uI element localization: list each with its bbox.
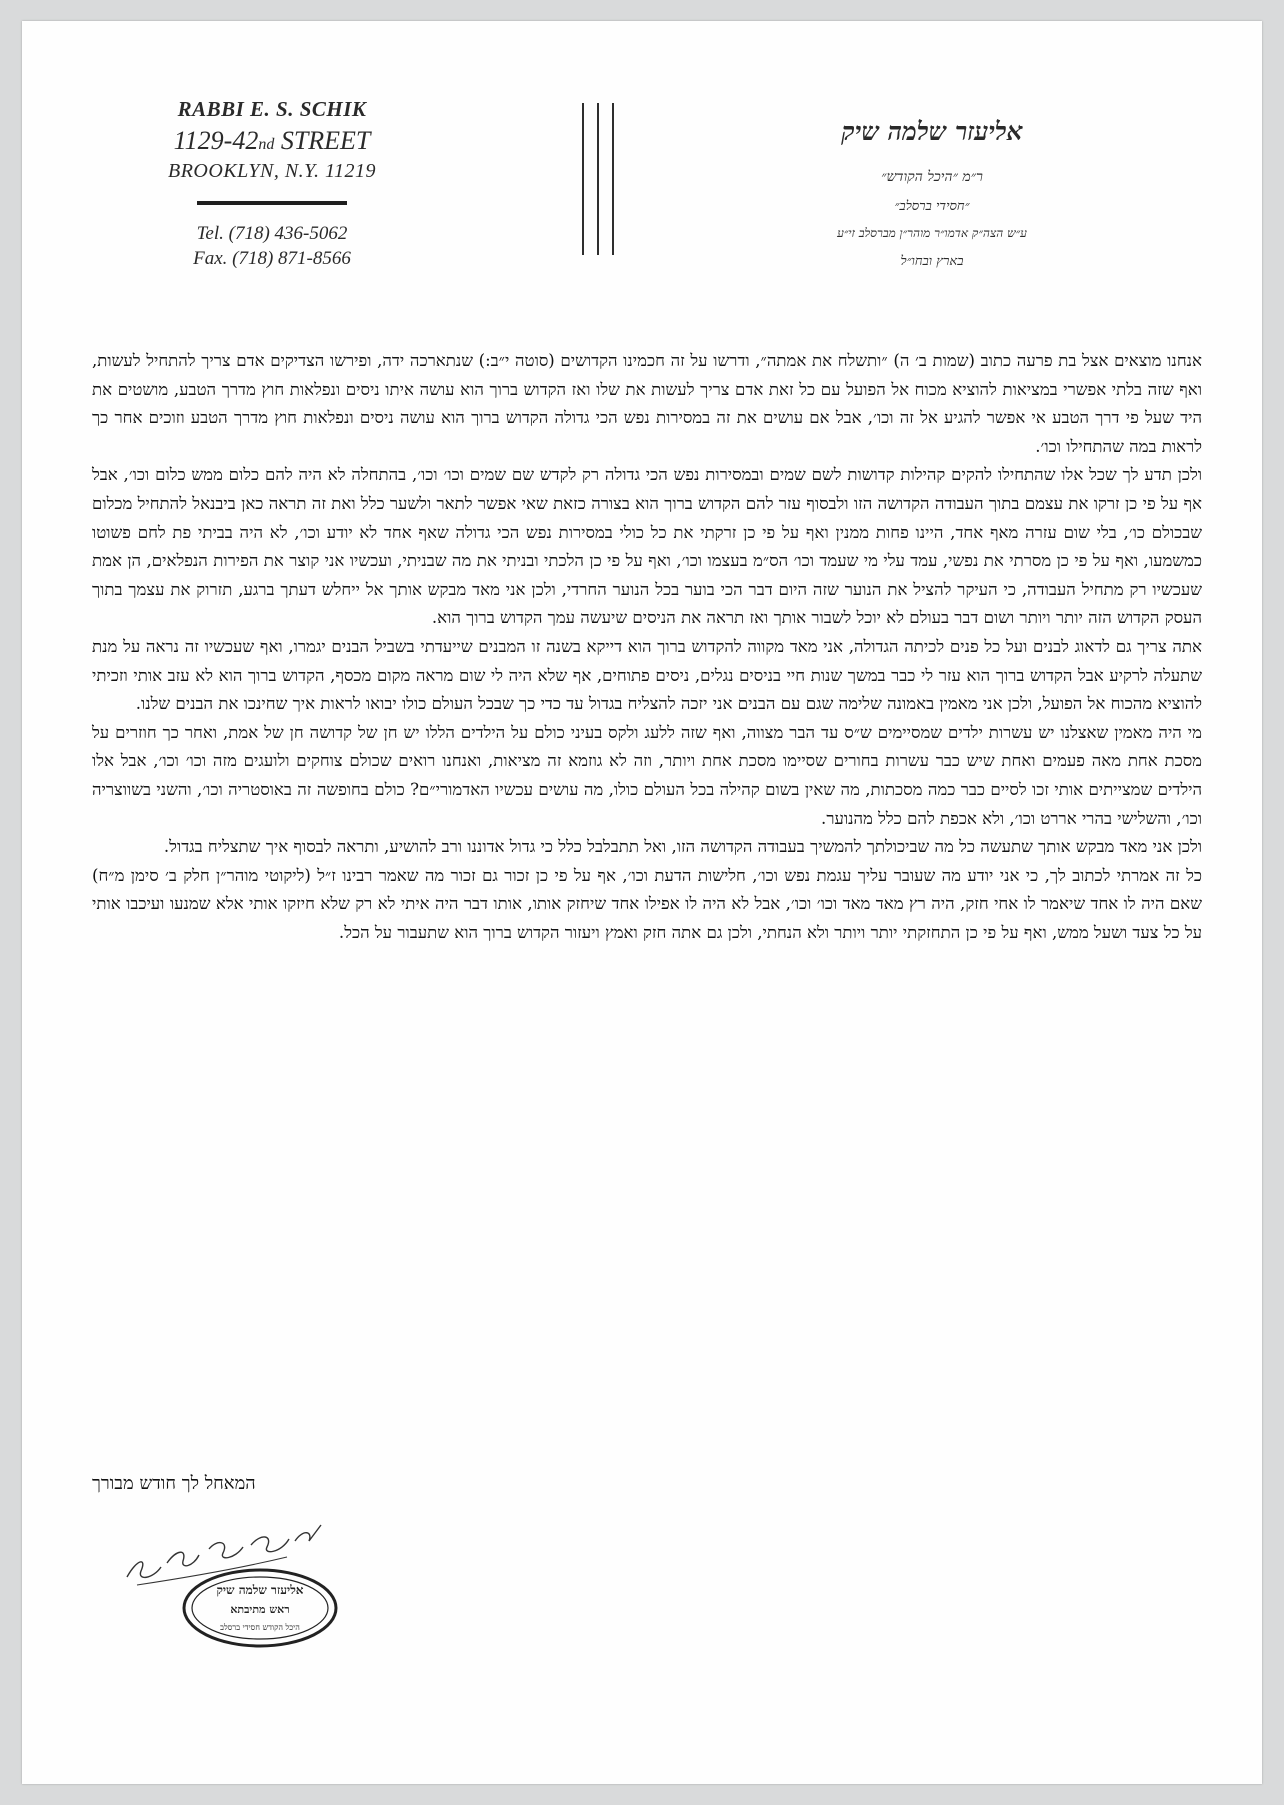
english-city: BROOKLYN, N.Y. 11219 — [168, 160, 376, 182]
street-name: STREET — [280, 126, 371, 155]
english-street-address — [142, 126, 402, 156]
hebrew-title-line: ר״מ ״היכל הקודש״ — [881, 169, 983, 185]
body-paragraph: אתה צריך גם לדאוג לבנים ועל כל פנים לכיתה הגדולה, אני מאד מקווה להקדוש ברוך הוא דייקא בשנה זו המבנים שייעדתי בשביל הבנים יגמרו, ואף שעכשיו זה נראה על מנת שתעלה לרקיע אבל הקדוש ברוך הוא עזר לי כבר במשך שנות חיי בניסים נגלים, ניסים פתוחים, אף שלא היה לי שום מראה מקום מכסף, הקדוש ברוך הוא לא עזב אותי וזכיתי להוציא מהכוח אל הפועל, ולכן אני מאמין באמונה שלימה שגם עם הבנים אני יזכה להצליח בגדול עד כדי כך שבכל העולם כולו יבואו לראות איך שחינכו את הבנים שלנו. — [92, 636, 1202, 714]
closing-text: המאחל לך חודש מבורך — [92, 1473, 256, 1494]
stamp-seal — [180, 1566, 340, 1650]
stamp-institution: היכל הקודש חסידי ברסלב — [220, 1623, 300, 1632]
rabbinic-stamp — [180, 1566, 340, 1650]
body-paragraph: כל זה אמרתי לכתוב לך, כי אני יודע מה שעובר עליך עגמת נפש וכו׳, חלישות הדעת וכו׳, אף על פי כן זכור גם זכור מה שאמר רבינו ז״ל (ליקוטי מוהר״ן חלק ב׳ סימן מ״ח) שאם היה לו אחד שיאמר לו אחי חזק, היה רץ מאד מאד וכו׳ וכו׳, אבל לא היה לו אפילו אחד שיחזק אותו, אותו דבר היה איתי לא רק שלא חיזקו אותי אלא שמנעו ועיכבו אותי על כל צעד ושעל ממש, ואף על פי כן התחזקתי יותר ויותר ולא הנחתי, ולכן גם אתה חזק ואמץ ויעזור הקדוש ברוך הוא שתעבור על הכל. — [92, 865, 1202, 942]
hebrew-letterhead — [782, 117, 1082, 269]
stamp-title: ראש מתיבתא — [230, 1603, 290, 1616]
hebrew-title-line: ״חסידי ברסלב״ — [894, 199, 970, 214]
street-suffix: nd — [258, 136, 275, 153]
letterhead-divider — [197, 201, 347, 205]
english-letterhead — [142, 97, 402, 271]
vertical-rule — [612, 103, 614, 255]
body-paragraph: ולכן תדע לך שכל אלו שהתחילו להקים קהילות קדושות לשם שמים ובמסירות נפש הכי גדולה רק לקדש שם שמים וכו׳ וכו׳, בהתחלה לא היה להם כלום ממש כלום וכו׳, אבל אף על פי כן זרקו את עצמם בתוך העבודה הקדושה הזו ולבסוף עזר להם הקדוש ברוך הוא בצורה כזאת שאי אפשר לתאר ולשער כלל ואת זה תראה כאן ביבנאל להתחיל מכלום שבכולם כו׳, בלי שום עזרה מאף אחד, היינו פחות ממנין ואף על פי כן זרקתי את כל כולי במסירות נפש הכי גדולה שאף אחד לא יודע וכו׳, לא היה בביתי פת לחם פשוטו כמשמעו, ואף על פי כן מסרתי את נפשי, עמד עלי מי שעמד וכו׳ הס״מ בעצמו וכו׳, ואף על פי כן הלכתי ובניתי את מה שבניתי, ועכשיו אני קוצר את הפירות הנפלאים, הן אמת שעכשיו רק מתחיל העבודה, כי העיקר להציל את הנוער שזה היום דבר הכי בוער בכל הנוער החרדי, ולכן אני מאד מבקש אותך אל ייחלש דעתך ברגע, תזרוק את עצמך בתוך העסק הקדוש הזה יותר ויותר ושום דבר בעולם לא יוכל לשבור אותך ואז תראה את הניסים שיעשה עמך הקדוש ברוך הוא. — [92, 465, 1203, 628]
vertical-rule — [582, 103, 584, 255]
english-telephone: Tel. (718) 436-5062 — [196, 223, 348, 244]
letterhead-center-rules — [582, 103, 614, 255]
hebrew-rabbi-name: אליעזר שלמה שיק — [841, 117, 1023, 146]
street-number: 1129-42 — [173, 126, 259, 155]
english-fax: Fax. (718) 871-8566 — [193, 248, 351, 269]
letter-page — [22, 21, 1262, 1784]
body-paragraph: מי היה מאמין שאצלנו יש עשרות ילדים שמסיימים ש״ס עד הבר מצווה, ואף שזה ללעג ולקס בעיני כולם על הילדים הללו יש חן של קדושה חן של אמת, ואחר כך חוזרים על מסכת אחת מאה פעמים ואחת שיש כבר עשרות בחורים שסיימו מסכת אחת ויותר, וזה לא גוזמא זה מציאות, ואנחנו רואים שכולם צוחקים ולועגים מזה וכו׳ וכו׳, אבל אלו הילדים שמצייתים אותי זכו לסיים כבר כמה מסכתות, מה שאין בשום קהילה בכל העולם כולו, מה עושים עכשיו האדמורי״ם? כולם בחופשה זה באוסטריה וכו׳, והשני בשווצריה וכו׳, והשלישי בהרי אררט וכו׳, ולא אכפת להם כלל מהנוער. — [92, 722, 1202, 828]
hebrew-title-line: בארץ ובחו״ל — [900, 254, 964, 269]
vertical-rule — [597, 103, 599, 255]
english-rabbi-name: RABBI E. S. SCHIK — [177, 97, 367, 121]
body-paragraph: ולכן אני מאד מבקש אותך שתעשה כל מה שביכולתך להמשיך בעבודה הקדושה הזו, ואל תתבלבל כלל כי גדול אדוננו ורב להושיע, ותראה לבסוף איך שתצליח בגדול. — [163, 837, 1202, 857]
stamp-name: אליעזר שלמה שיק — [216, 1583, 304, 1597]
body-paragraph: אנחנו מוצאים אצל בת פרעה כתוב (שמות ב׳ ה) ״ותשלח את אמתה״, ודרשו על זה חכמינו הקדושים (סוטה י״ב:) שנתארכה ידה, ופירשו הצדיקים אדם צריך להתחיל לעשות, ואף שזה בלתי אפשרי במציאות להוציא מכוח אל הפועל עם כל זאת אדם צריך לעשות את שלו ואז הקדוש ברוך הוא עושה איתו ניסים ונפלאות חוץ מדרך הטבע, מושטים את היד שעל פי דרך הטבע אי אפשר להגיע אל זה וכו׳, אבל אם עושים את זה במסירות נפש הכי גדולה הקדוש ברוך הוא עושה ניסים ונפלאות חוץ מדרך הטבע וזוכים אחר כך לראות במה שהתחילו וכו׳. — [92, 351, 1202, 456]
letter-body — [92, 347, 1202, 947]
hebrew-title-line: ע״ש הצה״ק אדמו״ר מוהר״ן מברסלב זי״ע — [837, 226, 1027, 240]
